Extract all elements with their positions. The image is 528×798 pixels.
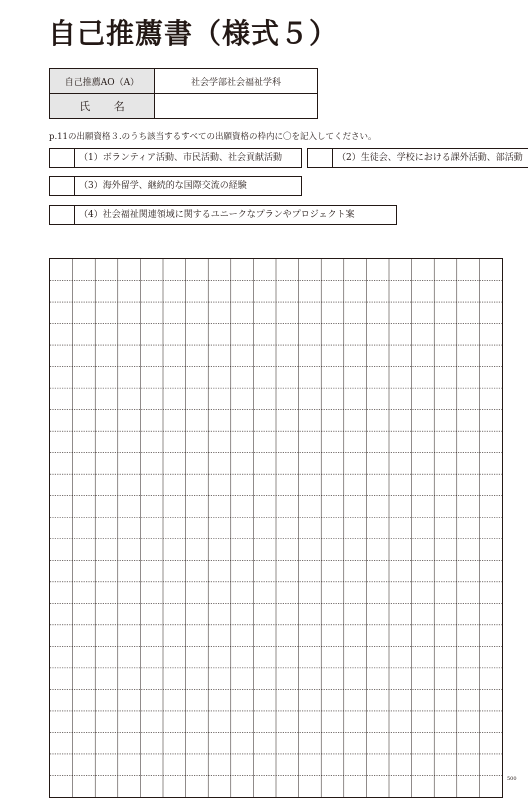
name-field[interactable] bbox=[155, 94, 318, 119]
essay-grid-lines bbox=[50, 259, 502, 797]
option-2 bbox=[307, 148, 528, 168]
page-title: 自己推薦書（様式５） bbox=[48, 17, 339, 50]
option-4 bbox=[49, 205, 397, 225]
instruction-text: p.11の出願資格３.のうち該当するすべての出願資格の枠内に〇を記入してください。 bbox=[49, 132, 377, 142]
option-1 bbox=[49, 148, 302, 168]
applicant-info-table bbox=[49, 68, 318, 119]
option-2-checkbox[interactable] bbox=[308, 149, 333, 167]
option-4-checkbox[interactable] bbox=[50, 206, 75, 224]
option-2-label: （2）生徒会、学校における課外活動、部活動 bbox=[337, 153, 523, 163]
name-label: 氏 名 bbox=[50, 94, 155, 119]
essay-grid[interactable] bbox=[49, 258, 503, 798]
option-4-label: （4）社会福祉関連領域に関するユニークなプランやプロジェクト案 bbox=[79, 210, 355, 220]
option-3-label: （3）海外留学、継続的な国際交流の経験 bbox=[79, 181, 247, 191]
option-1-label: （1）ボランティア活動、市民活動、社会貢献活動 bbox=[79, 153, 283, 163]
option-3 bbox=[49, 176, 302, 196]
category-value: 社会学部社会福祉学科 bbox=[155, 69, 318, 94]
character-count-label: 500 bbox=[507, 776, 517, 782]
category-label: 自己推薦AO（A） bbox=[50, 69, 155, 94]
option-1-checkbox[interactable] bbox=[50, 149, 75, 167]
option-3-checkbox[interactable] bbox=[50, 177, 75, 195]
